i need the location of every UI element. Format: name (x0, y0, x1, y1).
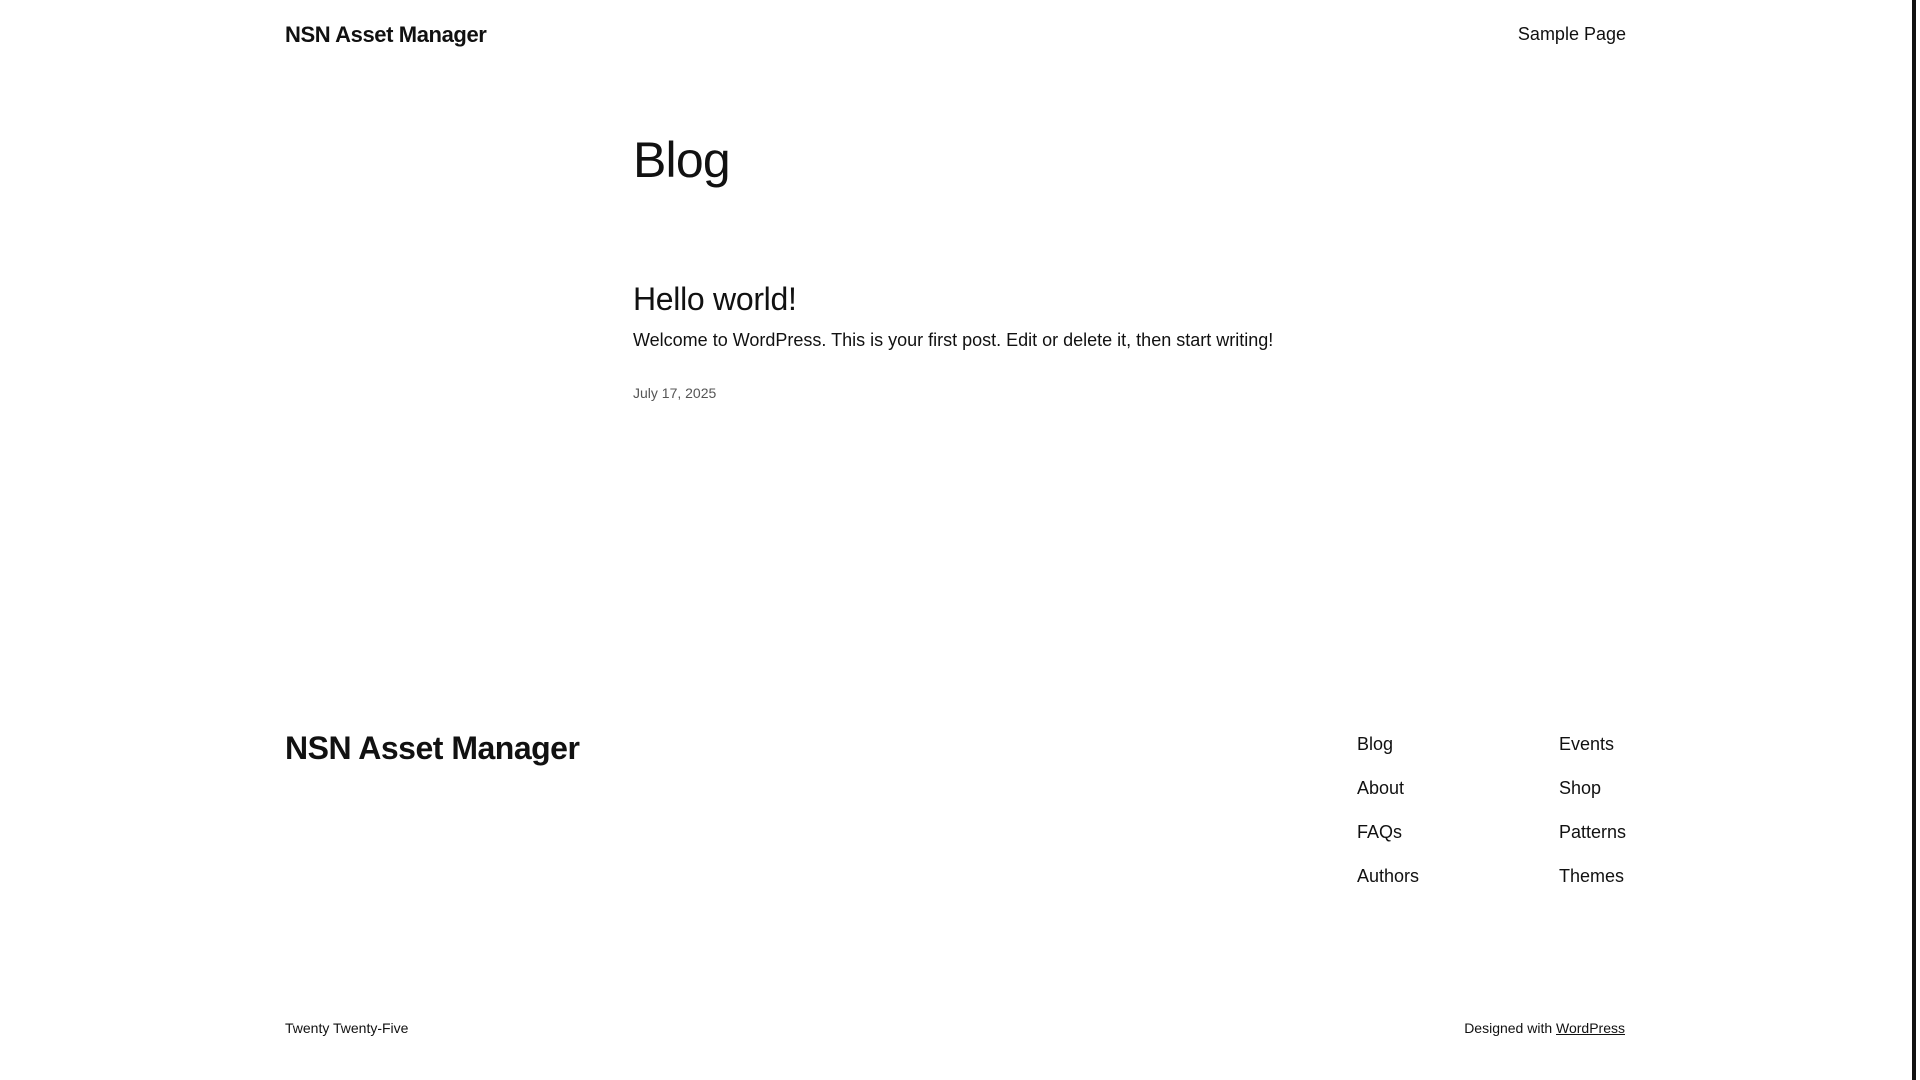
site-header (285, 0, 1626, 70)
designed-with-text: Designed with (1464, 1020, 1557, 1036)
main-content (633, 130, 1333, 401)
footer-link-patterns[interactable]: Patterns (1559, 822, 1627, 842)
post-title-link[interactable]: Hello world! (633, 281, 797, 317)
footer-link-events[interactable]: Events (1559, 734, 1615, 754)
post-excerpt: Welcome to WordPress. This is your first post. Edit or delete it, then start writing! (633, 330, 1274, 350)
footer-nav-column-1 (1357, 733, 1517, 909)
footer-link-themes[interactable]: Themes (1559, 866, 1625, 886)
footer-nav-column-2 (1559, 733, 1719, 909)
footer-link-about[interactable]: About (1357, 778, 1405, 798)
designed-with-credit (1464, 1020, 1625, 1036)
scrollbar-thumb[interactable] (1912, 0, 1916, 1080)
footer-link-shop[interactable]: Shop (1559, 778, 1602, 798)
nav-link-sample-page[interactable]: Sample Page (1517, 24, 1626, 44)
post-item (633, 280, 1433, 401)
footer-link-faqs[interactable]: FAQs (1357, 822, 1403, 842)
site-title-link[interactable]: NSN Asset Manager (285, 22, 487, 47)
post-date: July 17, 2025 (633, 385, 717, 401)
page-title: Blog (633, 132, 730, 188)
footer-site-title-link[interactable]: NSN Asset Manager (285, 730, 580, 766)
wordpress-link[interactable]: WordPress (1556, 1020, 1625, 1036)
theme-credit: Twenty Twenty-Five (285, 1020, 409, 1036)
footer-link-authors[interactable]: Authors (1357, 866, 1420, 886)
footer-link-blog[interactable]: Blog (1357, 734, 1394, 754)
